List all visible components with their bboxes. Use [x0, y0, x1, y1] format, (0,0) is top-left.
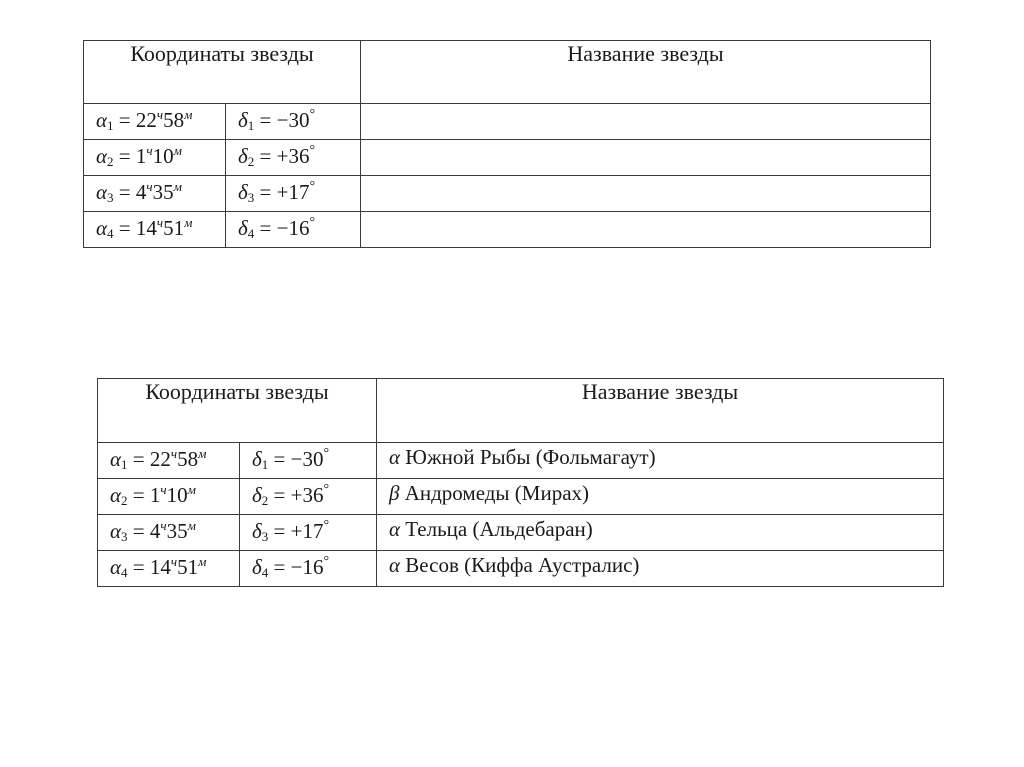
- alpha-cell: $\alpha_2 = 1^ч10^м$: [84, 140, 226, 176]
- header-star-name: Название звезды: [377, 379, 944, 443]
- star-name-cell: α Южной Рыбы (Фольмагаут): [377, 443, 944, 479]
- header-coordinates: Координаты звезды: [98, 379, 377, 443]
- delta-cell: $\delta_3 = +17^\circ$: [240, 515, 377, 551]
- star-name-cell-empty: [361, 104, 931, 140]
- alpha-cell: $\alpha_2 = 1^ч10^м$: [98, 479, 240, 515]
- star-name-cell: α Весов (Киффа Аустралис): [377, 551, 944, 587]
- star-table-answers: [97, 378, 944, 587]
- alpha-cell: $\alpha_1 = 22^ч58^м$: [84, 104, 226, 140]
- alpha-cell: $\alpha_3 = 4^ч35^м$: [98, 515, 240, 551]
- table-row: [84, 140, 931, 176]
- star-name-cell: α Тельца (Альдебаран): [377, 515, 944, 551]
- table-row: [98, 551, 944, 587]
- table-header-row: [98, 379, 944, 443]
- delta-cell: $\delta_2 = +36^\circ$: [240, 479, 377, 515]
- table-row: [98, 443, 944, 479]
- header-star-name: Название звезды: [361, 41, 931, 104]
- star-name-cell-empty: [361, 176, 931, 212]
- delta-cell: $\delta_4 = -16^\circ$: [226, 212, 361, 248]
- star-table-blank: [83, 40, 931, 248]
- alpha-cell: $\alpha_4 = 14^ч51^м$: [84, 212, 226, 248]
- star-name-cell-empty: [361, 212, 931, 248]
- table-row: [84, 212, 931, 248]
- star-name-cell-empty: [361, 140, 931, 176]
- delta-cell: $\delta_4 = -16^\circ$: [240, 551, 377, 587]
- delta-cell: $\delta_1 = -30^\circ$: [240, 443, 377, 479]
- delta-cell: $\delta_2 = +36^\circ$: [226, 140, 361, 176]
- table-row: [98, 515, 944, 551]
- delta-cell: $\delta_3 = +17^\circ$: [226, 176, 361, 212]
- table-row: [84, 176, 931, 212]
- delta-cell: $\delta_1 = -30^\circ$: [226, 104, 361, 140]
- star-name-cell: β Андромеды (Мирах): [377, 479, 944, 515]
- alpha-cell: $\alpha_1 = 22^ч58^м$: [98, 443, 240, 479]
- table-row: [98, 479, 944, 515]
- table-row: [84, 104, 931, 140]
- header-coordinates: Координаты звезды: [84, 41, 361, 104]
- table-header-row: [84, 41, 931, 104]
- alpha-cell: $\alpha_3 = 4^ч35^м$: [84, 176, 226, 212]
- alpha-cell: $\alpha_4 = 14^ч51^м$: [98, 551, 240, 587]
